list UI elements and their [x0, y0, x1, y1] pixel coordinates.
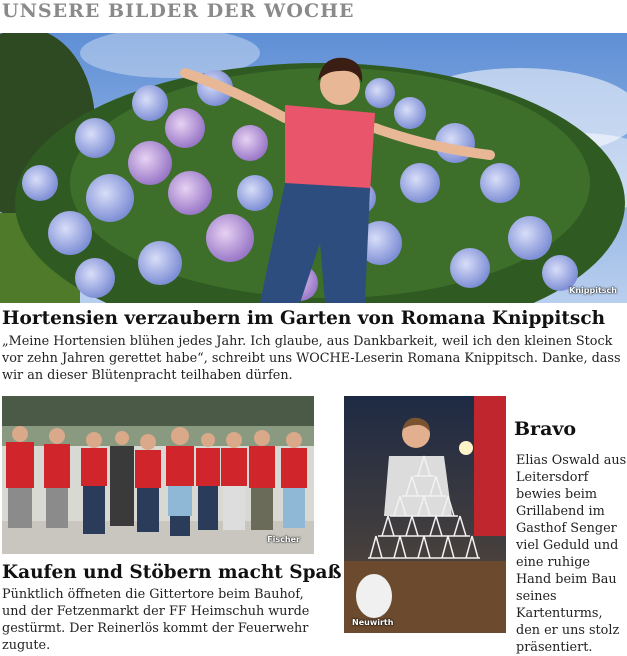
- story-headline: Bravo: [514, 418, 577, 440]
- photo-credit: Fischer: [267, 535, 300, 544]
- story-headline: Hortensien verzaubern im Garten von Romana Knippitsch: [2, 308, 606, 329]
- firefighters-photo: [2, 396, 314, 554]
- story-text: „Meine Hortensien blühen jedes Jahr. Ich glaube, aus Dankbarkeit, weil ich den kleinen Stock vor zehn Jahren gerettet habe“, schreibt uns WOCHE-Leserin Romana Knippitsch. Danke, dass wir an dieser Blütenpracht teilhaben dürfen.: [2, 334, 621, 383]
- photo-credit: Neuwirth: [352, 618, 394, 627]
- story-text: Elias Oswald aus Leitersdorf bewies beim Grillabend im Gasthof Senger viel Geduld und eine ruhige Hand beim Bau seines Kartenturms, den er uns stolz präsentiert.: [516, 453, 627, 655]
- hydrangea-photo: [0, 33, 627, 303]
- story-text: Pünktlich öffneten die Gittertore beim Bauhof, und der Fetzenmarkt der FF Heimschuh wurde gestürmt. Der Reinerlös kommt der Feuerwehr zugute.: [2, 587, 310, 653]
- photo-credit: Knippitsch: [569, 286, 617, 295]
- story-headline: Kaufen und Stöbern macht Spaß: [2, 562, 342, 583]
- card-tower-photo: [344, 396, 506, 633]
- section-title: UNSERE BILDER DER WOCHE: [2, 0, 355, 22]
